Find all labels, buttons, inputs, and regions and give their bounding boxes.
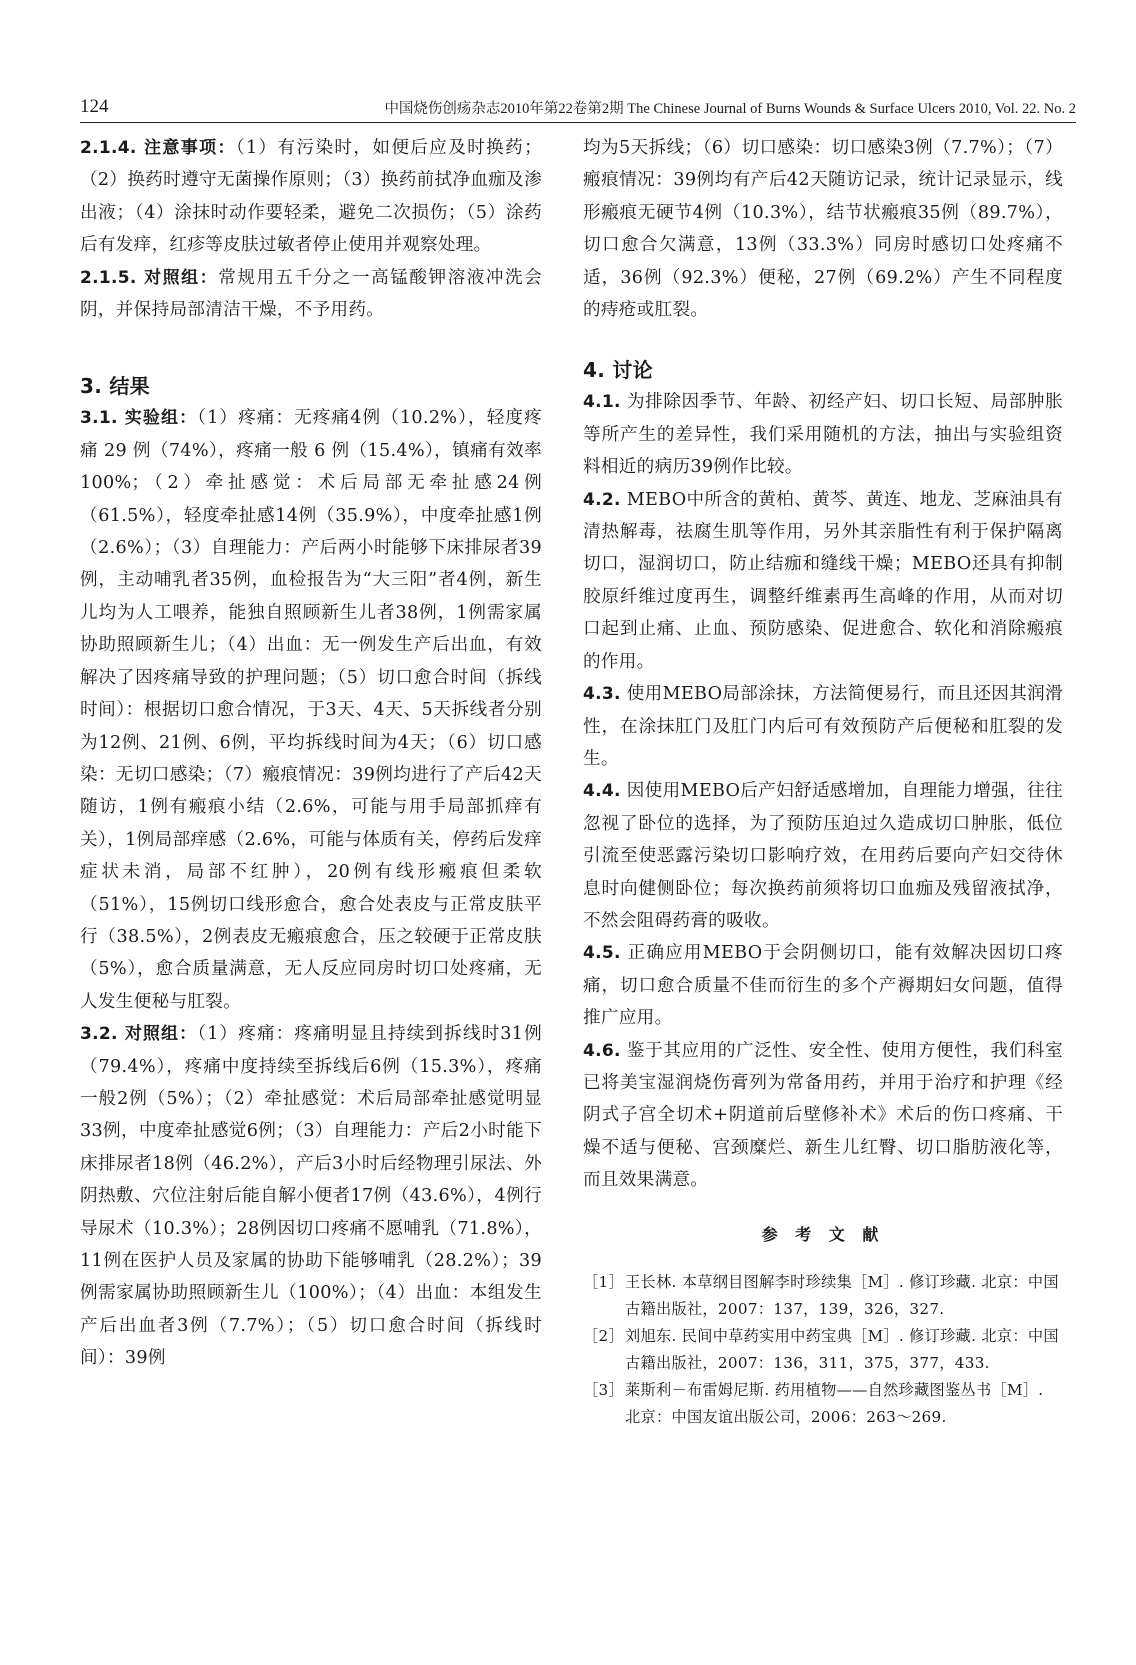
paragraph-4-5 (583, 937, 1063, 1034)
section-label: 3.1. 实验组： (80, 408, 198, 429)
paragraph-3-1 (80, 402, 542, 1018)
paragraph-4-1 (583, 386, 1063, 483)
reference-number: ［3］ (583, 1381, 624, 1399)
reference-text: 刘旭东. 民间中草药实用中药宝典［M］. 修订珍藏. 北京：中国古籍出版社，2007：136，311，375，377，433. (625, 1327, 1059, 1372)
section-label: 4.4. (583, 781, 621, 802)
paragraph-4-2 (583, 484, 1063, 678)
paragraph-4-4 (583, 775, 1063, 937)
section-label: 3.2. 对照组： (80, 1024, 198, 1045)
references-heading: 参 考 文 献 (761, 1224, 885, 1244)
running-header (80, 84, 1076, 123)
paragraph-text: （1）疼痛：无疼痛4例（10.2%），轻度疼痛 29 例（74%），疼痛一般 6 例（15.4%），镇痛有效率100%；（2）牵扯感觉：术后局部无牵扯感24例（61.5%），轻度牵扯感14例（35.9%），中度牵扯感1例（2.6%）；（3）自理能力：产后两小时能够下床排尿者39例，主动哺乳者35例，血检报告为“大三阳”者4例，新生儿均为人工喂养，能独自照顾新生儿者38例，1例需家属协助照顾新生儿；（4）出血：无一例发生产后出血，有效解决了因疼痛导致的护理问题；（5）切口愈合时间（拆线时间）：根据切口愈合情况，于3天、4天、5天拆线者分别为12例、21例、6例，平均拆线时间为4天；（6）切口感染：无切口感染；（7）瘢痕情况：39例均进行了产后42天随访，1例有瘢痕小结（2.6%，可能与用手局部抓痒有关），1例局部痒感（2.6%，可能与体质有关，停药后发痒症状未消，局部不红肿），20例有线形瘢痕但柔软（51%），15例切口线形愈合，愈合处表皮与正常皮肤平行（38.5%），2例表皮无瘢痕愈合，压之较硬于正常皮肤（5%），愈合质量满意，无人反应同房时切口处疼痛，无人发生便秘与肛裂。 (80, 408, 542, 1012)
section-label: 2.1.5. 对照组： (80, 267, 219, 288)
paragraph-text: 因使用MEBO后产妇舒适感增加，自理能力增强，往往忽视了卧位的选择，为了预防压迫过久造成切口肿胀，低位引流至使恶露污染切口影响疗效，在用药后要向产妇交待休息时向健侧卧位；每次换药前须将切口血痂及残留液拭净，不然会阻碍药膏的吸收。 (583, 781, 1063, 931)
section-label: 4.5. (583, 943, 621, 964)
section-label: 4.3. (583, 684, 621, 705)
paragraph-3-2-continued: 均为5天拆线；（6）切口感染：切口感染3例（7.7%）；（7）瘢痕情况：39例均有产后42天随访记录，统计记录显示，线形瘢痕无硬节4例（10.3%），结节状瘢痕35例（89.7%），切口愈合欠满意，13例（33.3%）同房时感切口处疼痛不适，36例（92.3%）便秘，27例（69.2%）产生不同程度的痔疮或肛裂。 (583, 138, 1063, 321)
reference-item (583, 1269, 1063, 1323)
section-label: 4.1. (583, 392, 621, 413)
right-column (583, 132, 1063, 1431)
left-column (80, 132, 542, 1375)
paragraph-text: 鉴于其应用的广泛性、安全性、使用方便性，我们科室已将美宝湿润烧伤膏列为常备用药，并用于治疗和护理《经阴式子宫全切术+阴道前后壁修补术》术后的伤口疼痛、干燥不适与便秘、宫颈糜烂、新生儿红臀、切口脂肪液化等，而且效果满意。 (583, 1040, 1063, 1191)
reference-item (583, 1323, 1063, 1377)
reference-number: ［1］ (583, 1273, 624, 1291)
section-heading-results: 3. 结果 (80, 374, 150, 399)
paragraph-2-1-4 (80, 132, 542, 262)
paragraph-text: 使用MEBO局部涂抹，方法简便易行，而且还因其润滑性，在涂抹肛门及肛门内后可有效预防产后便秘和肛裂的发生。 (583, 684, 1063, 769)
journal-running-head: 中国烧伤创疡杂志2010年第22卷第2期 The Chinese Journal of Burns Wounds & Surface Ulcers 2010, Vol. 22. No. 2 (384, 101, 1076, 117)
page-number: 124 (80, 96, 109, 117)
paragraph-text: 常规用五千分之一高锰酸钾溶液冲洗会阴，并保持局部清洁干燥，不予用药。 (80, 267, 542, 321)
section-label: 4.6. (583, 1040, 621, 1061)
spacer (583, 326, 1063, 354)
reference-item (583, 1377, 1063, 1431)
paragraph-text: （1）疼痛：疼痛明显且持续到拆线时31例（79.4%），疼痛中度持续至拆线后6例（15.3%），疼痛一般2例（5%）；（2）牵扯感觉：术后局部牵扯感觉明显33例，中度牵扯感觉6例；（3）自理能力：产后2小时能下床排尿者18例（46.2%），产后3小时后经物理引尿法、外阴热敷、穴位注射后能自解小便者17例（43.6%），4例行导尿术（10.3%）；28例因切口疼痛不愿哺乳（71.8%），11例在医护人员及家属的协助下能够哺乳（28.2%）；39例需家属协助照顾新生儿（100%）；（4）出血：本组发生产后出血者3例（7.7%）；（5）切口愈合时间（拆线时间）：39例 (80, 1024, 542, 1369)
paragraph-text: （1）有污染时，如便后应及时换药；（2）换药时遵守无菌操作原则；（3）换药前拭净血痂及渗出液；（4）涂抹时动作要轻柔，避免二次损伤；（5）涂药后有发痒，红疹等皮肤过敏者停止使用并观察处理。 (80, 138, 542, 256)
spacer (80, 326, 542, 370)
reference-text: 莱斯利－布雷姆尼斯. 药用植物——自然珍藏图鉴丛书［M］. 北京：中国友谊出版公司，2006：263～269. (625, 1381, 1044, 1426)
reference-number: ［2］ (583, 1327, 624, 1345)
paragraph-3-2 (80, 1018, 542, 1374)
paragraph-4-3 (583, 678, 1063, 775)
reference-text: 王长林. 本草纲目图解李时珍续集［M］. 修订珍藏. 北京：中国古籍出版社，2007：137，139，326，327. (625, 1273, 1059, 1318)
section-label: 4.2. (583, 489, 621, 510)
section-heading-discussion: 4. 讨论 (583, 358, 653, 383)
paragraph-2-1-5 (80, 262, 542, 327)
paragraph-text: MEBO中所含的黄柏、黄芩、黄连、地龙、芝麻油具有清热解毒，祛腐生肌等作用，另外其亲脂性有利于保护隔离切口，湿润切口，防止结痂和缝线干燥；MEBO还具有抑制胶原纤维过度再生，调整纤维素再生高峰的作用，从而对切口起到止痛、止血、预防感染、促进愈合、软化和消除瘢痕的作用。 (583, 489, 1063, 672)
section-label: 2.1.4. 注意事项： (80, 138, 236, 158)
paragraph-text: 为排除因季节、年龄、初经产妇、切口长短、局部肿胀等所产生的差异性，我们采用随机的方法，抽出与实验组资料相近的病历39例作比较。 (583, 392, 1063, 478)
paragraph-4-6 (583, 1035, 1063, 1197)
paragraph-text: 正确应用MEBO于会阴侧切口，能有效解决因切口疼痛，切口愈合质量不佳而衍生的多个产褥期妇女问题，值得推广应用。 (583, 943, 1063, 1029)
